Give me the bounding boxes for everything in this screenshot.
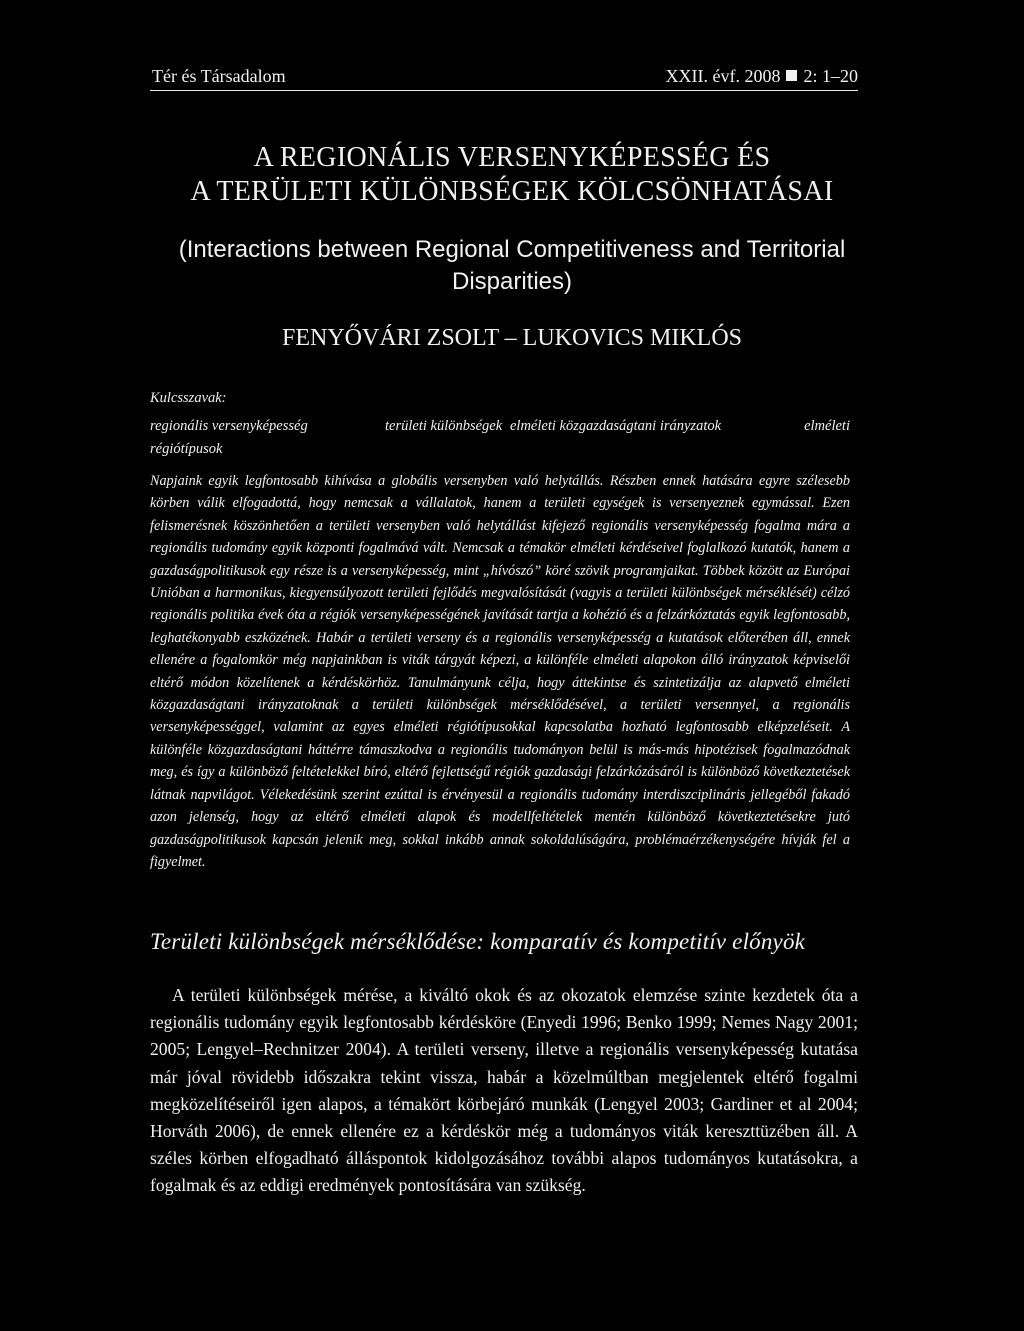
keyword: területi különbségek bbox=[385, 418, 503, 434]
keywords-label: Kulcsszavak: bbox=[150, 390, 227, 406]
body-text bbox=[150, 982, 858, 1200]
running-header bbox=[150, 62, 858, 91]
english-title-line-1: (Interactions between Regional Competitiveness and Territorial bbox=[178, 236, 846, 263]
body-paragraph: A területi különbségek mérése, a kiváltó okok és az okozatok elemzése szinte kezdetek óta a regionális tudomány egyik legfontosabb kérdésköre (Enyedi 1996; Benko 1999; Nemes Nagy 2001; 2005; Lengyel–Rechnitzer 2004). A területi verseny, illetve a regionális versenyképesség kutatása már jóval rövidebb időszakra tekint vissza, habár a közelmúltban megjelentek eltérő fogalmi megközelítéseiről igen alapos, a témakört körbejáró munkák (Lengyel 2003; Gardiner et al 2004; Horváth 2006), de ennek ellenére ez a kérdéskör még a tudományos viták kereszttüzében áll. A széles körben elfogadható álláspontok kidolgozásához további alapos tudományos kutatásokra, a fogalmak és az eddigi eredmények pontosítására van szükség. bbox=[150, 985, 858, 1196]
issue-pages: 2: 1–20 bbox=[803, 66, 858, 86]
keywords-list bbox=[150, 418, 850, 438]
keyword: regionális versenyképesség bbox=[150, 418, 308, 434]
abstract bbox=[150, 470, 850, 873]
journal-name: Tér és Társadalom bbox=[152, 66, 286, 86]
english-title-line-2: Disparities) bbox=[451, 268, 573, 295]
square-bullet-icon bbox=[786, 70, 797, 81]
issue-info bbox=[666, 66, 859, 87]
article-title-line-1: A REGIONÁLIS VERSENYKÉPESSÉG ÉS bbox=[253, 142, 771, 173]
issue-year: XXII. évf. 2008 bbox=[665, 66, 781, 86]
keyword: elméleti közgazdaságtani irányzatok bbox=[510, 418, 722, 434]
section-heading: Területi különbségek mérséklődése: komparatív és kompetitív előnyök bbox=[150, 929, 806, 954]
authors: FENYŐVÁRI ZSOLT – LUKOVICS MIKLÓS bbox=[281, 325, 743, 351]
keyword: elméleti bbox=[804, 418, 850, 434]
keyword: régiótípusok bbox=[150, 441, 223, 457]
abstract-text: Napjaink egyik legfontosabb kihívása a globális versenyben való helytállás. Részben ennek hatására egyre szélesebb körben válik elfogadottá, hogy nemcsak a vállalatok, hanem a területi egységek is versenyeznek egymással. Ezen felismerésnek köszönhetően a területi versenyben való helytállást kifejező regionális versenyképesség fogalma mára a regionális tudomány egyik központi fogalmává vált. Nemcsak a témakör elméleti kérdéseivel foglalkozó kutatók, hanem a gazdaságpolitikusok egy része is a versenyképesség, mint „hívószó” köré szövik programjaikat. Többek között az Európai Unióban a harmonikus, kiegyensúlyozott területi fejlődés megvalósítását (vagyis a területi különbségek mérséklését) célzó regionális politika évek óta a régiók versenyképességének javítását tartja a kohézió és a felzárkóztatás egyik legfontosabb, leghatékonyabb eszközének. Habár a területi verseny és a regionális versenyképesség a kutatások előterében áll, ennek ellenére a fogalomkör még napjainkban is viták tárgyát képezi, a különféle elméleti alapokon álló irányzatok képviselői eltérő módon közelítenek a kérdéskörhöz. Tanulmányunk célja, hogy áttekintse és szintetizálja az alapvető elméleti közgazdaságtani irányzatoknak a területi különbségek mérséklődésével, a területi versennyel, a regionális versenyképességgel, valamint az egyes elméleti régiótípusokkal kapcsolatba hozható legfontosabb elképzeléseit. A különféle közgazdaságtani háttérre támaszkodva a regionális tudományon belül is más-más hipotézisek fogalmazódnak meg, és így a különböző feltételekkel bíró, eltérő fejlettségű régiók gazdasági felzárkózásáról is különböző következtetések látnak napvilágot. Vélekedésünk szerint ezúttal is érvényesül a regionális tudomány interdiszciplináris jellegéből fakadó azon jelenség, hogy az eltérő elméleti alapok és modellfeltételek mentén különböző következtetésekre jutó gazdaságpolitikusok kapcsán jelenik meg, sokkal inkább annak sokoldalúságára, problémaérzékenységére hívják fel a figyelmet. bbox=[150, 473, 850, 870]
article-title-line-2: A TERÜLETI KÜLÖNBSÉGEK KÖLCSÖNHATÁSAI bbox=[190, 176, 834, 207]
